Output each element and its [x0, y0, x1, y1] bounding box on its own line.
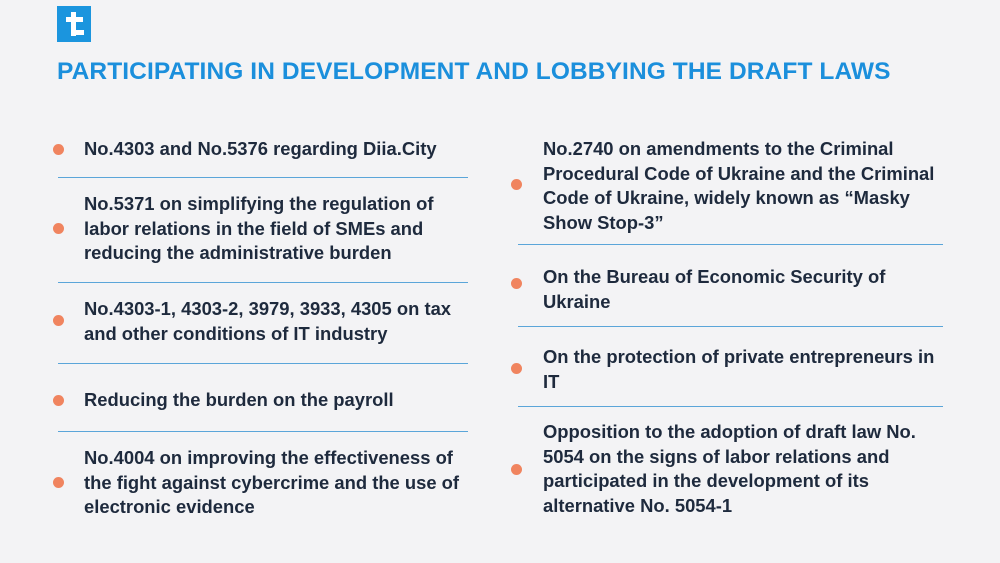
divider — [58, 363, 468, 364]
bullet-dot — [511, 363, 522, 374]
divider — [58, 177, 468, 178]
divider — [58, 282, 468, 283]
right-item-3-text: On the protection of private entrepreneurs in IT — [543, 346, 935, 392]
right-item-4-text: Opposition to the adoption of draft law No. 5054 on the signs of labor relations and participated in the development of its alternative No. 5054-1 — [543, 421, 916, 516]
bullet-dot — [53, 315, 64, 326]
divider — [518, 406, 943, 407]
brand-logo-icon — [57, 6, 91, 42]
left-item-2-text: No.5371 on simplifying the regulation of labor relations in the field of SMEs and reducing the administrative burden — [84, 193, 434, 263]
left-item-5-text: No.4004 on improving the effectiveness of the fight against cybercrime and the use of electronic evidence — [84, 447, 460, 517]
page-title: PARTICIPATING IN DEVELOPMENT AND LOBBYING THE DRAFT LAWS — [57, 58, 891, 85]
divider — [518, 326, 943, 327]
bullet-dot — [53, 144, 64, 155]
bullet-dot — [53, 223, 64, 234]
divider — [518, 244, 943, 245]
left-item-1-text: No.4303 and No.5376 regarding Diia.City — [84, 138, 437, 159]
bullet-dot — [511, 278, 522, 289]
right-item-2-text: On the Bureau of Economic Security of Ukraine — [543, 266, 886, 312]
left-item-4-text: Reducing the burden on the payroll — [84, 389, 394, 410]
bullet-dot — [53, 395, 64, 406]
bullet-dot — [511, 179, 522, 190]
right-item-1-text: No.2740 on amendments to the Criminal Procedural Code of Ukraine and the Criminal Code of Ukraine, widely known as “Masky Show Stop-3” — [543, 138, 935, 233]
bullet-dot — [511, 464, 522, 475]
bullet-dot — [53, 477, 64, 488]
divider — [58, 431, 468, 432]
left-item-3-text: No.4303-1, 4303-2, 3979, 3933, 4305 on tax and other conditions of IT industry — [84, 298, 452, 344]
